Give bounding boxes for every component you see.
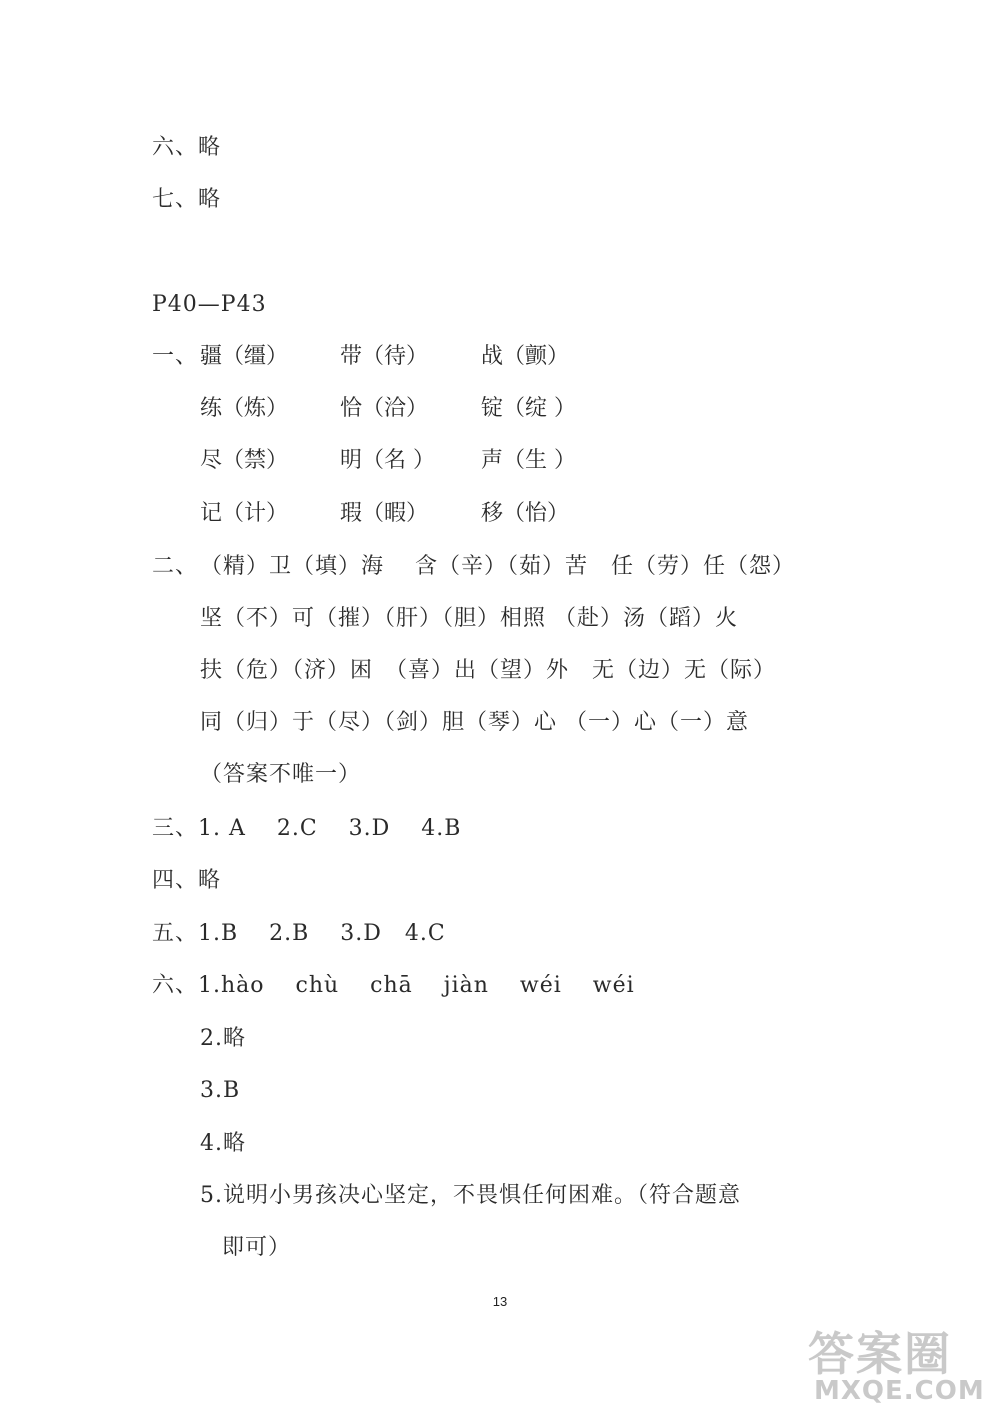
section-six-top: 六、略 — [152, 135, 222, 160]
word-pair: 瑕（暇） — [340, 501, 429, 526]
word-pair: 明（名 ） — [340, 448, 435, 473]
section-six-item-continued: 即可） — [222, 1235, 292, 1260]
section-three: 三、1. A 2.C 3.D 4.B — [152, 816, 462, 841]
idiom-line: 同（归）于（尽）（剑）胆（琴）心 （一）心（一）意 — [200, 710, 749, 735]
section-one-label: 一、 — [152, 344, 199, 369]
section-six-pinyin: 六、1.hào chù chā jiàn wéi wéi — [152, 973, 635, 998]
page-number: 13 — [492, 1294, 508, 1309]
section-six-item: 2.略 — [200, 1026, 246, 1051]
page-range-heading: P40—P43 — [152, 292, 267, 317]
word-pair: 记（计） — [200, 501, 289, 526]
section-six-item: 4.略 — [200, 1131, 246, 1156]
watermark-url: MXQE.COM — [814, 1376, 985, 1406]
section-five: 五、1.B 2.B 3.D 4.C — [152, 921, 446, 946]
word-pair: 移（怡） — [481, 501, 570, 526]
idiom-line: 扶（危）（济）困 （喜）出（望）外 无（边）无（际） — [200, 658, 777, 683]
word-pair: 尽（禁） — [200, 448, 289, 473]
section-six-item: 3.B — [200, 1078, 241, 1103]
idiom-line: （精）卫（填）海 含（辛）（茹）苦 任（劳）任（怨） — [200, 554, 795, 579]
word-pair: 声（生 ） — [481, 448, 576, 473]
answer-note: （答案不唯一） — [200, 762, 362, 787]
word-pair: 疆（缰） — [200, 344, 289, 369]
word-pair: 练（炼） — [200, 396, 289, 421]
watermark-title: 答案圈 — [808, 1327, 952, 1381]
section-seven-top: 七、略 — [152, 187, 222, 212]
word-pair: 带（待） — [340, 344, 429, 369]
section-six-item: 5.说明小男孩决心坚定，不畏惧任何困难。（符合题意 — [200, 1183, 741, 1208]
idiom-line: 坚（不）可（摧）（肝）（胆）相照 （赴）汤（蹈）火 — [200, 606, 738, 631]
word-pair: 战（颤） — [481, 344, 570, 369]
section-two-label: 二、 — [152, 554, 199, 579]
section-four: 四、略 — [152, 868, 222, 893]
word-pair: 锭（绽 ） — [481, 396, 576, 421]
word-pair: 恰（洽） — [340, 396, 429, 421]
watermark-logo — [808, 1318, 998, 1414]
